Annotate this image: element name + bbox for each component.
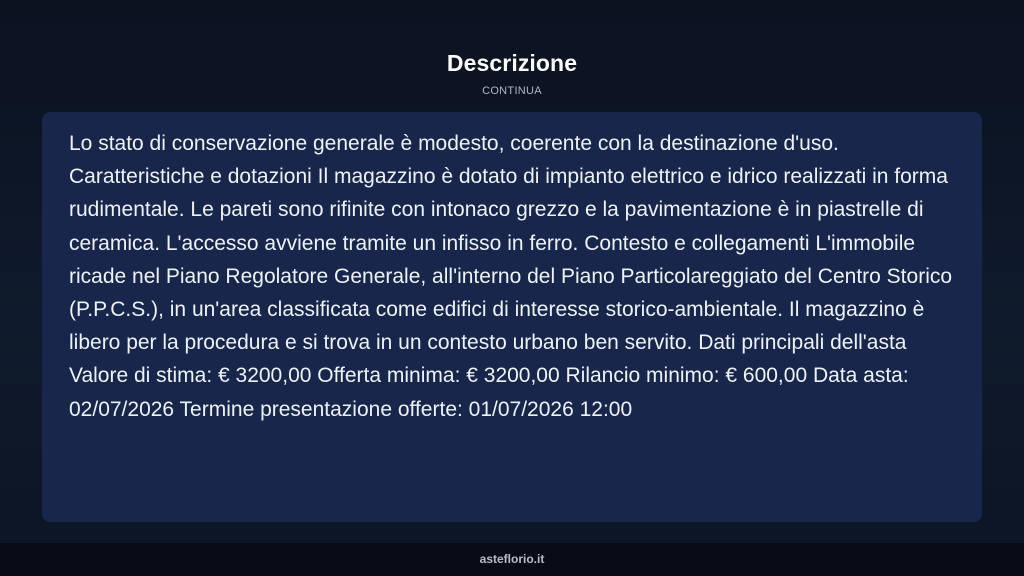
footer-bar [0,543,1024,576]
site-name: asteflorio.it [479,552,545,566]
page-title: Descrizione [446,50,578,76]
description-text: Lo stato di conservazione generale è modesto, coerente con la destinazione d'uso. Caratteristiche e dotazioni Il magazzino è dotato di impianto elettrico e idrico realizzati in forma rudimentale. Le pareti sono rifinite con intonaco grezzo e la pavimentazione è in piastrelle di ceramica. L'accesso avviene tramite un infisso in ferro. Contesto e collegamenti L'immobile ricade nel Piano Regolatore Generale, all'interno del Piano Particolareggiato del Centro Storico (P.P.C.S.), in un'area classificata come edifici di interesse storico-ambientale. Il magazzino è libero per la procedura e si trova in un contesto urbano ben servito. Dati principali dell'asta Valore di stima: € 3200,00 Offerta minima: € 3200,00 Rilancio minimo: € 600,00 Data asta: 02/07/2026 Termine presentazione offerte: 01/07/2026 12:00 [69,132,953,421]
continue-label: CONTINUA [482,85,542,97]
description-card [42,112,982,522]
page-header [0,48,1024,98]
